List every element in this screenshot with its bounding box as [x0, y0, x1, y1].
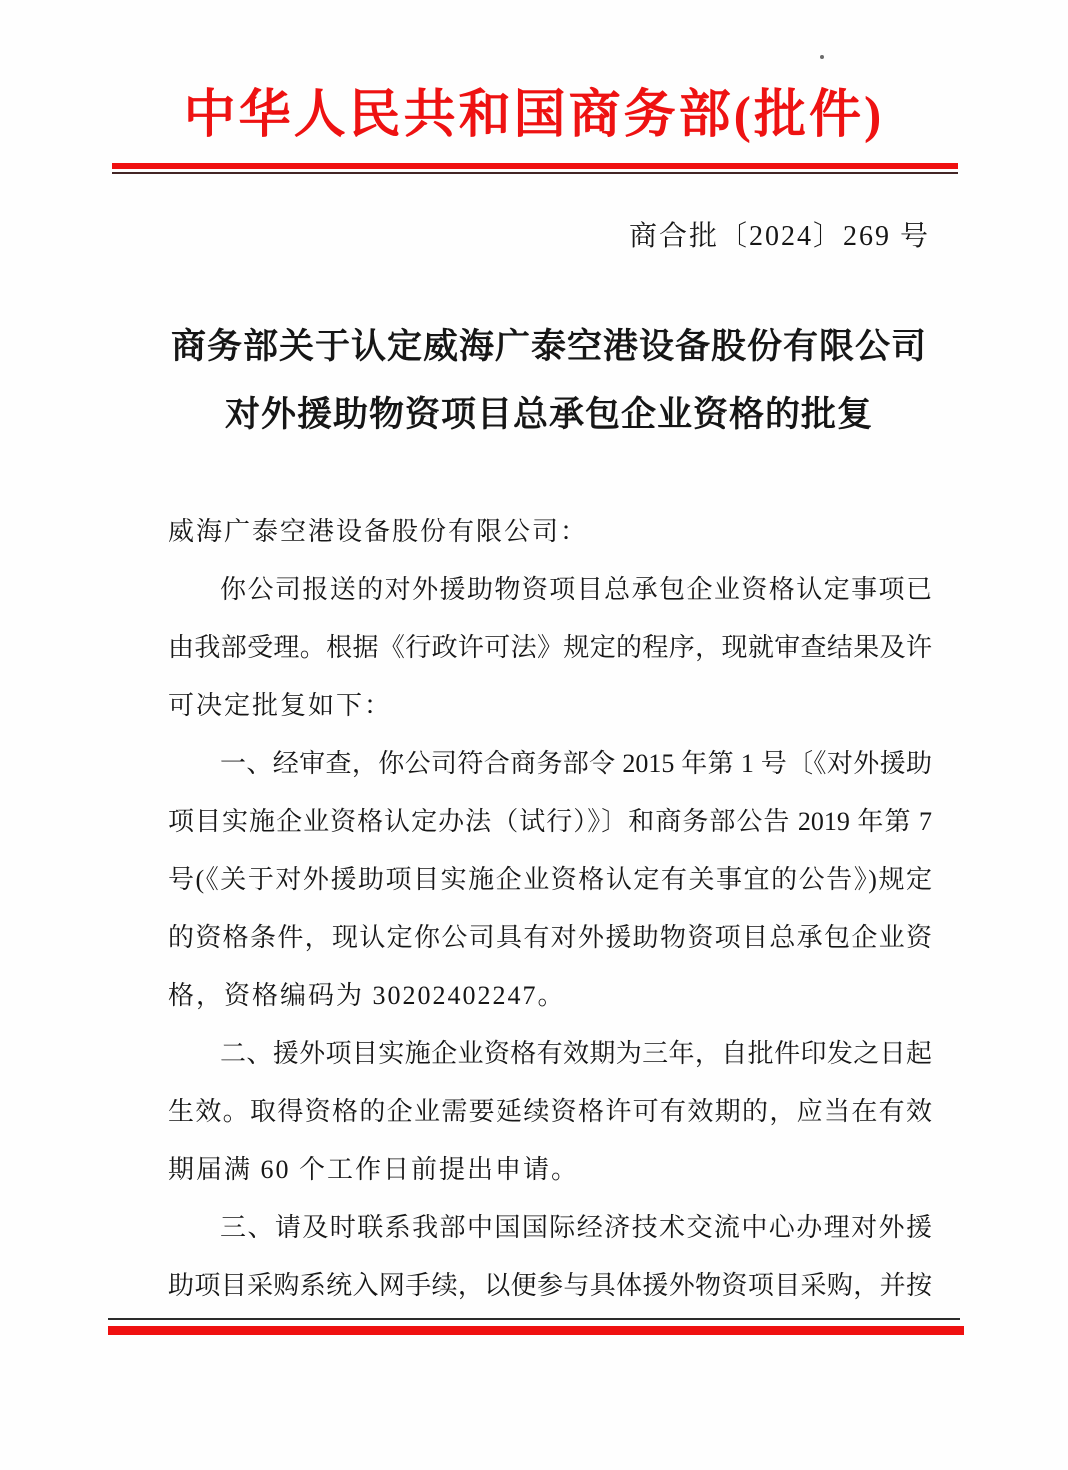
- header-divider-dark-rule: [112, 172, 958, 174]
- document-body: [168, 503, 932, 1315]
- subject-heading-line-1: 商务部关于认定威海广泰空港设备股份有限公司: [170, 327, 927, 366]
- header-divider-red-rule: [112, 163, 958, 169]
- body-line: 可决定批复如下：: [168, 691, 393, 720]
- ministry-letterhead-title: 中华人民共和国商务部(批件): [183, 87, 885, 144]
- body-line: 的资格条件，现认定你公司具有对外援助物资项目总承包企业资: [168, 923, 932, 952]
- body-line: 期届满 60 个工作日前提出申请。: [168, 1155, 580, 1184]
- footer-divider-red-rule: [108, 1326, 964, 1335]
- body-line: 号(《关于对外援助项目实施企业资格认定有关事宜的公告》)规定: [168, 865, 932, 894]
- document-subject-heading: [153, 313, 945, 449]
- body-line: 由我部受理。根据《行政许可法》规定的程序，现就审查结果及许: [168, 633, 932, 662]
- body-line-item-2: 二、援外项目实施企业资格有效期为三年，自批件印发之日起: [220, 1039, 932, 1068]
- body-line-salutation: 威海广泰空港设备股份有限公司：: [168, 517, 589, 546]
- body-line: 你公司报送的对外援助物资项目总承包企业资格认定事项已: [220, 575, 932, 604]
- scan-speck: [820, 55, 824, 59]
- body-line: 生效。取得资格的企业需要延续资格许可有效期的，应当在有效: [168, 1097, 932, 1126]
- footer-divider-dark-rule: [108, 1318, 960, 1320]
- subject-heading-line-2: 对外援助物资项目总承包企业资格的批复: [224, 395, 873, 434]
- body-line: 格，资格编码为 30202402247。: [168, 981, 566, 1010]
- body-line: 助项目采购系统入网手续，以便参与具体援外物资项目采购，并按: [168, 1271, 932, 1300]
- body-line-item-1: 一、经审查，你公司符合商务部令 2015 年第 1 号〔《对外援助: [220, 749, 932, 778]
- body-line: 项目实施企业资格认定办法（试行）》〕和商务部公告 2019 年第 7: [168, 807, 932, 836]
- document-reference-number: 商合批〔2024〕269 号: [628, 221, 930, 252]
- body-line-item-3: 三、请及时联系我部中国国际经济技术交流中心办理对外援: [220, 1213, 932, 1242]
